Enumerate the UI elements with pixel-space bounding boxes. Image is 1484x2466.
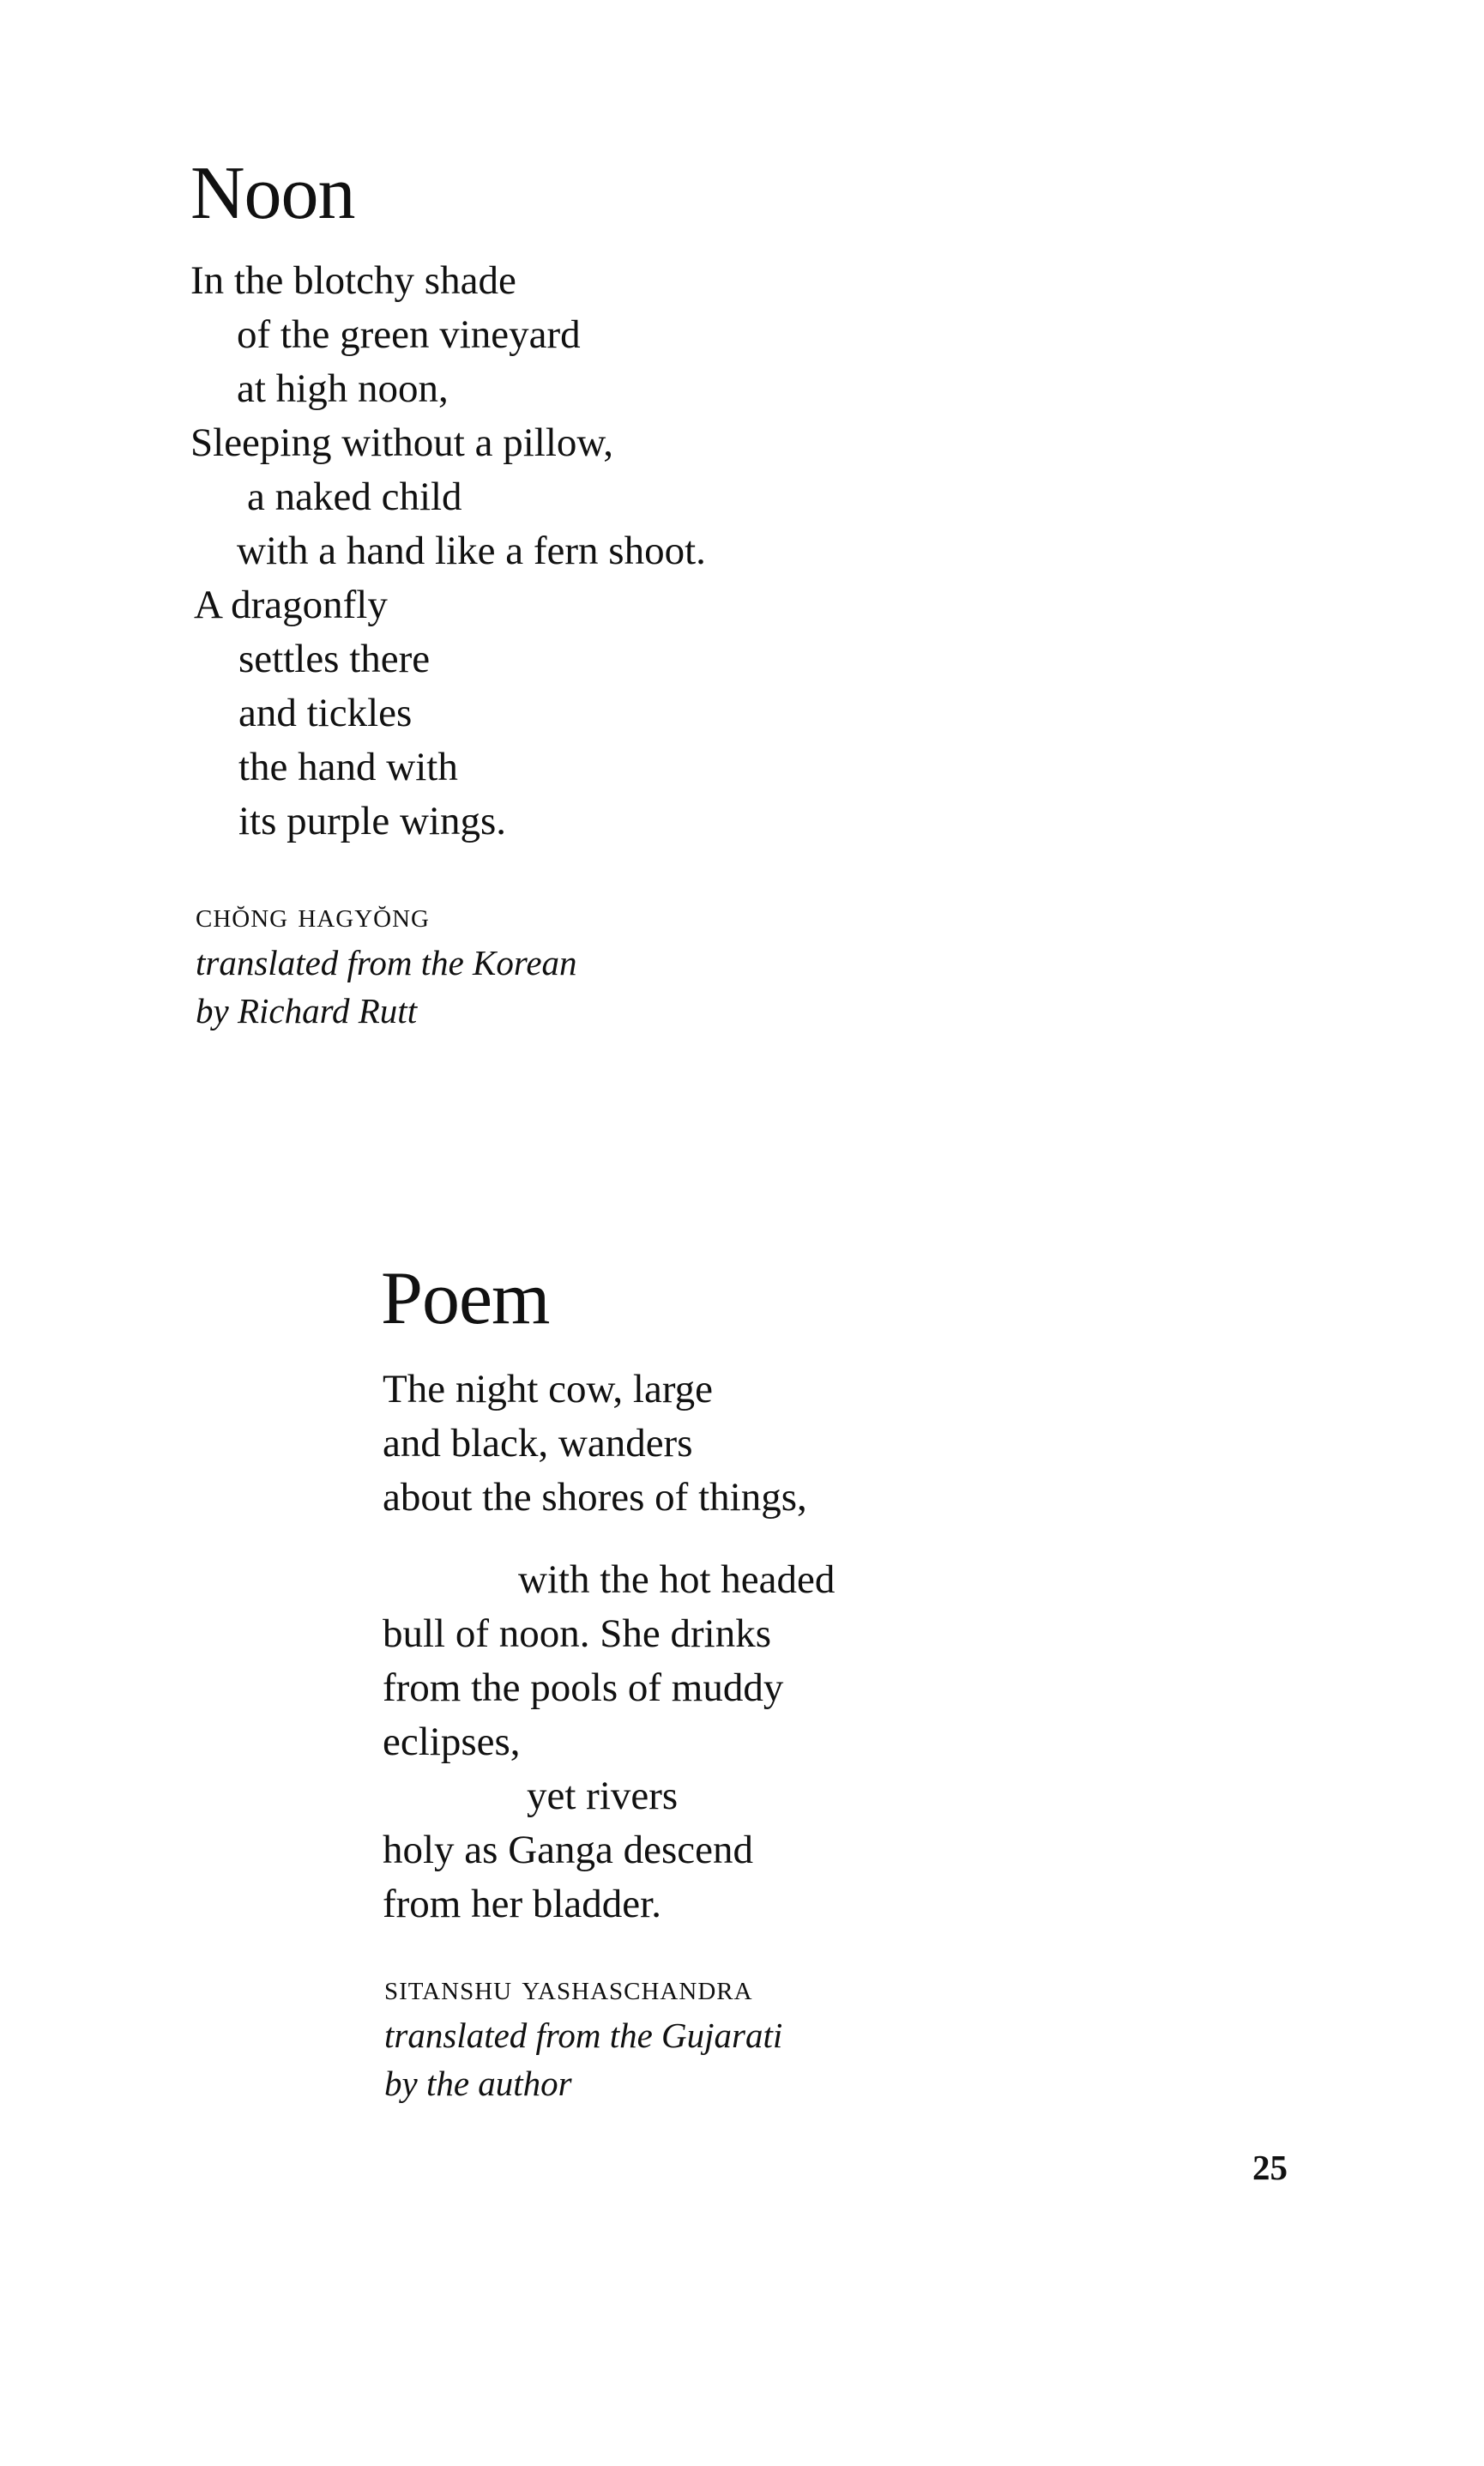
poem-line: settles there — [238, 637, 431, 681]
poem-line: at high noon, — [237, 366, 449, 411]
author-name: chŏng hagyŏng — [196, 895, 430, 934]
translator-name: by the author — [384, 2064, 572, 2103]
poem-title: Noon — [190, 152, 355, 235]
poem-line: the hand with — [238, 745, 458, 789]
poem-line: A dragonfly — [194, 583, 388, 627]
poem-line: and black, wanders — [383, 1421, 693, 1466]
poem-line: yet rivers — [527, 1774, 679, 1818]
poem-line: bull of noon. She drinks — [383, 1611, 772, 1656]
poem-line: and tickles — [238, 691, 413, 735]
translator-name: by Richard Rutt — [196, 991, 418, 1031]
translation-credit: translated from the Gujarati — [384, 2016, 783, 2055]
poem-line: its purple wings. — [238, 799, 507, 843]
poem-line: about the shores of things, — [383, 1475, 807, 1520]
poem-line: from the pools of muddy — [383, 1665, 784, 1710]
poem-noon-body — [190, 254, 706, 849]
poem-line: The night cow, large — [383, 1367, 714, 1411]
poem-title: Poem — [381, 1257, 550, 1340]
poem-noon-byline — [196, 891, 577, 1035]
poem-line: eclipses, — [383, 1720, 521, 1764]
author-name: sitanshu yashaschandra — [384, 1967, 753, 2007]
poem-line: from her bladder. — [383, 1882, 661, 1926]
poem-line: a naked child — [247, 474, 462, 519]
poem-noon — [190, 152, 355, 235]
poem-poem-byline — [384, 1963, 782, 2107]
page-number: 25 — [1252, 2148, 1288, 2187]
poem-line: Sleeping without a pillow, — [190, 420, 614, 465]
poem-poem-body-part1 — [383, 1363, 807, 1525]
poem-poem — [381, 1257, 550, 1340]
poem-line: with the hot headed — [518, 1557, 836, 1602]
poem-line: with a hand like a fern shoot. — [237, 529, 706, 573]
poem-line: of the green vineyard — [237, 312, 581, 357]
translation-credit: translated from the Korean — [196, 943, 577, 982]
poem-line: In the blotchy shade — [190, 258, 516, 303]
poem-line: holy as Ganga descend — [383, 1828, 753, 1872]
poem-poem-body-part2 — [383, 1553, 835, 1931]
